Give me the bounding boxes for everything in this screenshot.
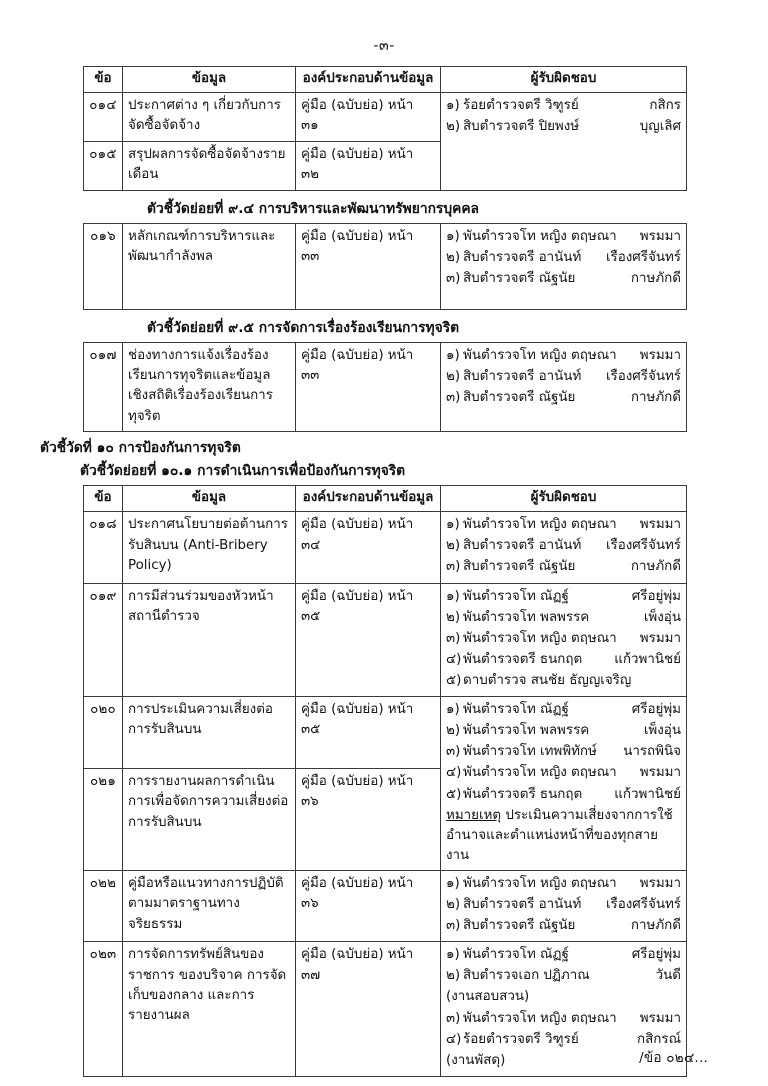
responsible-person — [446, 700, 681, 720]
responsible-person — [446, 1009, 681, 1029]
remark-text: ประเมินความเสี่ยงจากการใช้อำนาจและตำแหน่งหน้าที่ของทุกสายงาน — [446, 807, 673, 863]
person-marker: ๒) — [446, 897, 461, 913]
person-marker: ๓) — [446, 744, 461, 760]
row-component: คู่มือ (ฉบับย่อ) หน้า ๓๕ — [296, 583, 441, 697]
responsible-person — [446, 874, 681, 894]
person-marker: ๒) — [446, 368, 461, 384]
row-info: การรายงานผลการดำเนินการเพื่อจัดการความเสี่ยงต่อการรับสินบน — [123, 768, 296, 870]
person-surname: เพ็งอุ่น — [643, 723, 681, 739]
row-number: ๐๒๓ — [84, 942, 123, 1077]
person-marker: ๑) — [446, 347, 460, 363]
responsible-person — [446, 536, 681, 556]
person-rank-name: สิบตำรวจตรี ณัฐนัย — [463, 389, 576, 405]
person-marker: ๒) — [446, 538, 461, 554]
responsible-person — [446, 895, 681, 915]
table-header-row — [84, 67, 687, 93]
row-component: คู่มือ (ฉบับย่อ) หน้า ๓๑ — [296, 93, 441, 142]
person-marker: ๑) — [446, 517, 460, 533]
person-marker: ๑) — [446, 875, 460, 891]
person-rank-name: สิบตำรวจตรี อานันท์ — [463, 368, 582, 384]
column-header-info: ข้อมูล — [123, 486, 296, 512]
responsible-person — [446, 515, 681, 535]
person-surname: วันดี — [655, 968, 681, 984]
person-surname: นารถพินิจ — [623, 744, 681, 760]
row-number: ๐๑๕ — [84, 141, 123, 190]
person-surname: พรมมา — [639, 347, 681, 363]
table-row — [84, 512, 687, 583]
heading-subindicator-9-5: ตัวชี้วัดย่อยที่ ๙.๕ การจัดการเรื่องร้องเรียนการทุจริต — [147, 319, 460, 336]
row-info: ช่องทางการแจ้งเรื่องร้องเรียนการทุจริตและข้อมูลเชิงสถิติเรื่องร้องเรียนการทุจริต — [123, 342, 296, 432]
responsible-person — [446, 608, 681, 628]
person-surname: ศรีอยู่พุ่ม — [631, 588, 681, 604]
responsible-person — [446, 227, 681, 247]
row-number: ๐๒๑ — [84, 768, 123, 870]
person-rank-name: พันตำรวจโท ณัฏฐ์ — [463, 588, 569, 604]
person-marker: ๕) — [446, 786, 462, 802]
row-component: คู่มือ (ฉบับย่อ) หน้า ๓๒ — [296, 141, 441, 190]
responsible-list — [446, 346, 681, 408]
person-rank-name: พันตำรวจโท หญิง ตฤษณา — [463, 517, 617, 533]
responsible-person — [446, 388, 681, 408]
person-rank-name: ร้อยตำรวจตรี วิฑูรย์ — [463, 98, 579, 114]
person-marker: ๓) — [446, 630, 461, 646]
row-number: ๐๑๖ — [84, 223, 123, 309]
person-marker: ๒) — [446, 723, 461, 739]
person-rank-name: พันตำรวจโท หญิง ตฤษณา — [463, 875, 617, 891]
row-number: ๐๒๐ — [84, 697, 123, 769]
table-row — [84, 583, 687, 697]
person-marker: ๔) — [446, 1031, 462, 1047]
person-rank-name: พันตำรวจโท ณัฏฐ์ — [463, 702, 569, 718]
person-surname: เรืองศรีจันทร์ — [605, 538, 681, 554]
person-rank-name: สิบตำรวจตรี ปิยพงษ์ — [463, 119, 580, 135]
person-marker: ๕) — [446, 672, 462, 688]
person-surname: กสิกร — [649, 98, 681, 114]
person-rank-name: สิบตำรวจตรี ณัฐนัย — [463, 559, 576, 575]
responsible-person — [446, 269, 681, 289]
row-responsible — [441, 697, 687, 871]
row-component: คู่มือ (ฉบับย่อ) หน้า ๓๕ — [296, 697, 441, 769]
person-rank-name: พันตำรวจโท เทพพิทักษ์ — [463, 744, 597, 760]
responsible-person — [446, 945, 681, 965]
person-surname: แก้วพานิชย์ — [614, 651, 681, 667]
person-marker: ๓) — [446, 270, 461, 286]
responsible-person — [446, 966, 681, 986]
table-row — [84, 342, 687, 432]
document-body — [0, 66, 768, 1077]
row-responsible — [441, 223, 687, 309]
table-row — [84, 697, 687, 769]
person-surname: กสิกรณ์ — [636, 1031, 681, 1047]
column-header-responsible: ผู้รับผิดชอบ — [441, 486, 687, 512]
table-row — [84, 223, 687, 309]
person-surname: เพ็งอุ่น — [643, 609, 681, 625]
footer-continuation-note: /ข้อ ๐๒๔... — [639, 1050, 708, 1066]
responsible-list — [446, 96, 681, 137]
row-number: ๐๑๙ — [84, 583, 123, 697]
person-rank-name: สิบตำรวจตรี ณัฐนัย — [463, 918, 576, 934]
row-component: คู่มือ (ฉบับย่อ) หน้า ๓๓ — [296, 342, 441, 432]
row-info: การมีส่วนร่วมของหัวหน้าสถานีตำรวจ — [123, 583, 296, 697]
row-info: คู่มือหรือแนวทางการปฏิบัติตามมาตราฐานทางจริยธรรม — [123, 870, 296, 941]
row-info: ประกาศนโยบายต่อต้านการรับสินบน (Anti-Bribery Policy) — [123, 512, 296, 583]
person-surname: กาษภักดี — [630, 270, 681, 286]
person-marker: ๔) — [446, 651, 462, 667]
person-rank-name: พันตำรวจตรี ธนกฤต — [463, 786, 583, 802]
row-info: การประเมินความเสี่ยงต่อการรับสินบน — [123, 697, 296, 769]
person-rank-name: พันตำรวจโท ณัฏฐ์ — [463, 947, 569, 963]
column-header-no: ข้อ — [84, 67, 123, 93]
page-number: -๓- — [373, 38, 395, 54]
person-marker: ๒) — [446, 609, 461, 625]
row-responsible — [441, 870, 687, 941]
responsible-person — [446, 671, 681, 691]
responsible-list — [446, 700, 681, 805]
row-info: ประกาศต่าง ๆ เกี่ยวกับการจัดซื้อจัดจ้าง — [123, 93, 296, 142]
person-rank-name: พันตำรวจโท พลพรรค — [463, 609, 590, 625]
table-header-row — [84, 486, 687, 512]
person-marker: ๑) — [446, 98, 460, 114]
table-hr-management — [83, 223, 687, 310]
responsible-person — [446, 117, 681, 137]
person-marker: ๑) — [446, 228, 460, 244]
person-surname: เรืองศรีจันทร์ — [605, 897, 681, 913]
person-surname: พรมมา — [639, 630, 681, 646]
table-row — [84, 870, 687, 941]
person-rank-name: สิบตำรวจตรี ณัฐนัย — [463, 270, 576, 286]
responsible-person — [446, 785, 681, 805]
person-surname: แก้วพานิชย์ — [614, 786, 681, 802]
person-surname: ศรีอยู่พุ่ม — [631, 947, 681, 963]
person-marker: ๑) — [446, 947, 460, 963]
responsible-person — [446, 587, 681, 607]
person-rank-name: พันตำรวจโท หญิง ตฤษณา — [463, 228, 617, 244]
row-number: ๐๑๗ — [84, 342, 123, 432]
person-rank-name: พันตำรวจโท หญิง ตฤษณา — [463, 630, 617, 646]
responsible-note-line: (งานสอบสวน) — [446, 989, 530, 1005]
row-component: คู่มือ (ฉบับย่อ) หน้า ๓๓ — [296, 223, 441, 309]
person-surname: พรมมา — [639, 875, 681, 891]
person-surname: กาษภักดี — [630, 918, 681, 934]
column-header-responsible: ผู้รับผิดชอบ — [441, 67, 687, 93]
responsible-person — [446, 721, 681, 741]
row-number: ๐๒๒ — [84, 870, 123, 941]
table-row — [84, 93, 687, 142]
row-component: คู่มือ (ฉบับย่อ) หน้า ๓๔ — [296, 512, 441, 583]
column-header-component: องค์ประกอบด้านข้อมูล — [296, 486, 441, 512]
responsible-person — [446, 96, 681, 116]
person-marker: ๒) — [446, 119, 461, 135]
person-rank-name: สิบตำรวจตรี อานันท์ — [463, 249, 582, 265]
person-rank-name: พันตำรวจโท พลพรรค — [463, 723, 590, 739]
responsible-list — [446, 587, 681, 692]
row-responsible — [441, 512, 687, 583]
table-corruption-complaints — [83, 342, 687, 433]
responsible-person — [446, 629, 681, 649]
person-rank-name: พันตำรวจโท หญิง ตฤษณา — [463, 765, 617, 781]
person-rank-name: สิบตำรวจเอก ปฏิภาณ — [463, 968, 590, 984]
person-rank-name: สิบตำรวจตรี อานันท์ — [463, 538, 582, 554]
person-surname: เรืองศรีจันทร์ — [605, 249, 681, 265]
person-surname: กาษภักดี — [630, 559, 681, 575]
column-header-no: ข้อ — [84, 486, 123, 512]
person-surname: กาษภักดี — [630, 389, 681, 405]
column-header-component: องค์ประกอบด้านข้อมูล — [296, 67, 441, 93]
table-procurement — [83, 66, 687, 191]
responsible-list — [446, 874, 681, 936]
heading-indicator-10: ตัวชี้วัดที่ ๑๐ การป้องกันการทุจริต — [40, 440, 241, 457]
responsible-person — [446, 650, 681, 670]
row-responsible — [441, 342, 687, 432]
heading-subindicator-9-4: ตัวชี้วัดย่อยที่ ๙.๔ การบริหารและพัฒนาทรัพยากรบุคคล — [147, 200, 480, 217]
person-surname: เรืองศรีจันทร์ — [605, 368, 681, 384]
heading-subindicator-10-1: ตัวชี้วัดย่อยที่ ๑๐.๑ การดำเนินการเพื่อป้องกันการทุจริต — [80, 463, 406, 480]
responsible-person — [446, 916, 681, 936]
responsible-list — [446, 1009, 681, 1050]
responsible-list — [446, 515, 681, 577]
column-header-info: ข้อมูล — [123, 67, 296, 93]
remark-label: หมายเหตุ — [446, 807, 502, 823]
responsible-person — [446, 346, 681, 366]
person-rank-name: พันตำรวจโท หญิง ตฤษณา — [463, 347, 617, 363]
person-surname: พรมมา — [639, 517, 681, 533]
row-responsible — [441, 583, 687, 697]
responsible-person — [446, 763, 681, 783]
responsible-person — [446, 557, 681, 577]
table-row — [84, 942, 687, 1077]
person-surname: พรมมา — [639, 765, 681, 781]
person-surname: พรมมา — [639, 228, 681, 244]
person-surname: บุญเลิศ — [639, 119, 681, 135]
responsible-person — [446, 742, 681, 762]
row-info: การจัดการทรัพย์สินของราชการ ของบริจาค การจัดเก็บของกลาง และการรายงานผล — [123, 942, 296, 1077]
row-responsible — [441, 93, 687, 191]
row-number: ๐๑๘ — [84, 512, 123, 583]
person-marker: ๓) — [446, 389, 461, 405]
person-marker: ๓) — [446, 559, 461, 575]
person-marker: ๓) — [446, 1010, 461, 1026]
person-rank-name: ดาบตำรวจ สนชัย ธัญญเจริญ — [463, 672, 632, 688]
row-component: คู่มือ (ฉบับย่อ) หน้า ๓๖ — [296, 768, 441, 870]
row-component: คู่มือ (ฉบับย่อ) หน้า ๓๗ — [296, 942, 441, 1077]
person-marker: ๑) — [446, 702, 460, 718]
person-marker: ๓) — [446, 918, 461, 934]
person-surname: พรมมา — [639, 1010, 681, 1026]
person-marker: ๒) — [446, 968, 461, 984]
person-rank-name: ร้อยตำรวจตรี วิฑูรย์ — [463, 1031, 579, 1047]
responsible-remark — [446, 806, 681, 866]
row-info: สรุปผลการจัดซื้อจัดจ้างรายเดือน — [123, 141, 296, 190]
responsible-list — [446, 945, 681, 986]
person-marker: ๔) — [446, 765, 462, 781]
person-rank-name: พันตำรวจตรี ธนกฤต — [463, 651, 583, 667]
row-component: คู่มือ (ฉบับย่อ) หน้า ๓๖ — [296, 870, 441, 941]
responsible-list — [446, 227, 681, 289]
person-rank-name: พันตำรวจโท หญิง ตฤษณา — [463, 1010, 617, 1026]
responsible-person — [446, 248, 681, 268]
person-marker: ๑) — [446, 588, 460, 604]
person-surname: ศรีอยู่พุ่ม — [631, 702, 681, 718]
person-rank-name: สิบตำรวจตรี อานันท์ — [463, 897, 582, 913]
responsible-person — [446, 367, 681, 387]
responsible-note-line: (งานพัสดุ) — [446, 1052, 506, 1068]
person-marker: ๒) — [446, 249, 461, 265]
row-info: หลักเกณฑ์การบริหารและพัฒนากำลังพล — [123, 223, 296, 309]
row-number: ๐๑๔ — [84, 93, 123, 142]
table-corruption-prevention — [83, 485, 687, 1077]
